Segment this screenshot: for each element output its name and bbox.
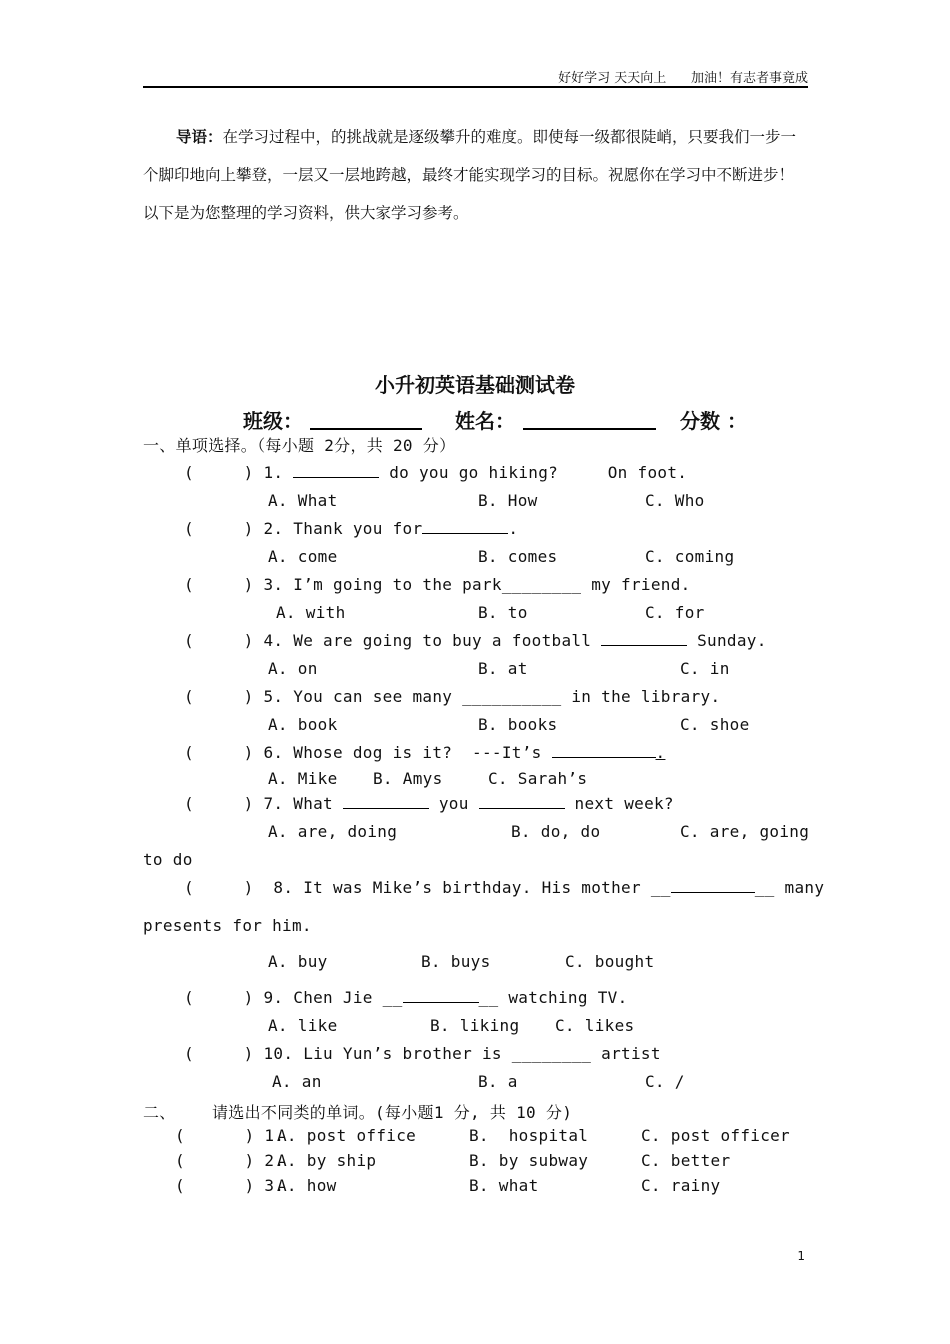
q5-option-b: B. books: [478, 715, 558, 734]
q6-stem: ( ) 6. Whose dog is it? ---It’s .: [184, 743, 666, 762]
q9-option-c: C. likes: [555, 1016, 635, 1035]
q10-option-b: B. a: [478, 1072, 518, 1091]
q3-option-c: C. for: [645, 603, 705, 622]
q9-option-a: A. like: [268, 1016, 338, 1035]
q4-stem: ( ) 4. We are going to buy a football Sunday.: [184, 631, 767, 650]
q2-option-b: B. comes: [478, 547, 558, 566]
score-label: 分数 ：: [680, 409, 747, 433]
q7-option-b: B. do, do: [511, 822, 601, 841]
q3-option-b: B. to: [478, 603, 528, 622]
q1-option-b: B. How: [478, 491, 538, 510]
q7-option-c-wrap: to do: [143, 850, 193, 869]
q10-option-c: C. /: [645, 1072, 685, 1091]
s2-row2-paren: ( ) 2.: [175, 1151, 285, 1170]
q5-option-c: C. shoe: [680, 715, 750, 734]
s2-row1-paren: ( ) 1.: [175, 1126, 285, 1145]
q9-stem: ( ) 9. Chen Jie __ __ watching TV.: [184, 988, 628, 1007]
q6-option-a: A. Mike: [268, 769, 338, 788]
intro-label: 导语：: [176, 127, 223, 146]
q3-option-a: A. with: [276, 603, 346, 622]
q8-option-c: C. bought: [565, 952, 655, 971]
q10-option-a: A. an: [272, 1072, 322, 1091]
q7-option-c: C. are, going: [680, 822, 810, 841]
section2-heading: 请选出不同类的单词。(每小题1 分, 共 10 分): [212, 1103, 573, 1122]
q7-stem: ( ) 7. What you next week?: [184, 794, 674, 813]
q4-option-b: B. at: [478, 659, 528, 678]
intro-text: 在学习过程中，的挑战就是逐级攀升的难度。即使每一级都很陡峭，只要我们一步一个脚印地向上攀登，一层又一层地跨越，最终才能实现学习的目标。祝愿你在学习中不断进步！以下是为您整理的学习资料，供大家学习参考。: [143, 128, 797, 222]
s2-row1-a: A. post office: [277, 1126, 417, 1145]
s2-row1-b: B. hospital: [469, 1126, 589, 1145]
intro-paragraph: [143, 118, 808, 232]
q8-stem-wrap: presents for him.: [143, 916, 312, 935]
header-text: 好好学习 天天向上 加油！有志者事竟成: [558, 71, 808, 86]
class-blank: [310, 428, 422, 430]
q8-stem: ( ) 8. It was Mike’s birthday. His mother __ __ many: [184, 878, 825, 897]
s2-row2-c: C. better: [641, 1151, 731, 1170]
q8-option-b: B. buys: [421, 952, 491, 971]
q2-option-c: C. coming: [645, 547, 735, 566]
q6-option-b: B. Amys: [373, 769, 443, 788]
q2-option-a: A. come: [268, 547, 338, 566]
section2-number: 二、: [143, 1103, 176, 1122]
q9-option-b: B. liking: [430, 1016, 520, 1035]
class-label: 班级：: [243, 409, 303, 433]
q10-stem: ( ) 10. Liu Yun’s brother is ________ artist: [184, 1044, 661, 1063]
s2-row3-paren: ( ) 3.: [175, 1176, 285, 1195]
s2-row2-b: B. by subway: [469, 1151, 589, 1170]
s2-row1-c: C. post officer: [641, 1126, 790, 1145]
s2-row3-b: B. what: [469, 1176, 539, 1195]
s2-row3-c: C. rainy: [641, 1176, 721, 1195]
q6-option-c: C. Sarah’s: [488, 769, 588, 788]
q4-option-c: C. in: [680, 659, 730, 678]
section1-heading: 一、单项选择。（每小题 2分，共 20 分）: [143, 436, 456, 455]
q1-option-a: A. What: [268, 491, 338, 510]
q8-option-a: A. buy: [268, 952, 328, 971]
s2-row3-a: A. how: [277, 1176, 337, 1195]
q5-option-a: A. book: [268, 715, 338, 734]
page-title: 小升初英语基础测试卷: [375, 373, 575, 397]
q7-option-a: A. are, doing: [268, 822, 398, 841]
q4-option-a: A. on: [268, 659, 318, 678]
q5-stem: ( ) 5. You can see many __________ in the library.: [184, 687, 721, 706]
header-rule: [143, 86, 808, 88]
q2-stem: ( ) 2. Thank you for .: [184, 519, 519, 538]
s2-row2-a: A. by ship: [277, 1151, 377, 1170]
name-label: 姓名：: [455, 409, 515, 433]
page-number: 1: [797, 1249, 805, 1263]
q1-option-c: C. Who: [645, 491, 705, 510]
q1-stem: ( ) 1. do you go hiking? On foot.: [184, 463, 688, 482]
name-blank: [523, 428, 656, 430]
q3-stem: ( ) 3. I’m going to the park________ my friend.: [184, 575, 691, 594]
